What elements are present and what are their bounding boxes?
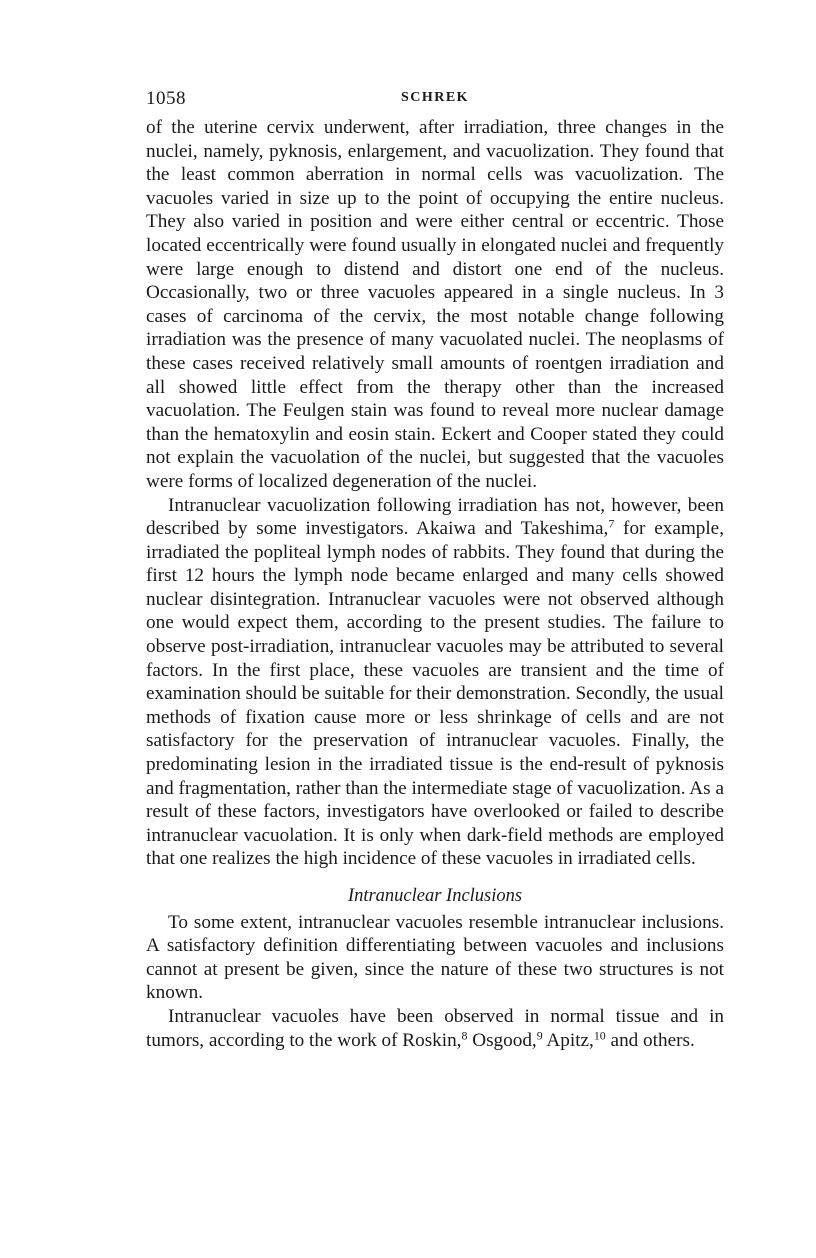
reference-superscript: 8 [461,1028,468,1043]
text-run: Osgood, [467,1029,537,1051]
paragraph [146,494,724,872]
paragraph: of the uterine cervix underwent, after irradiation, three changes in the nuclei, namely, pyknosis, enlargement, and vacuolization. They found that the least common aberration in normal cells was vacuolization. The vacuoles varied in size up to the point of occupying the entire nucleus. They also varied in position and were either central or eccentric. Those located eccentrically were found usually in elongated nuclei and frequently were large enough to distend and distort one end of the nucleus. Occasionally, two or three vacuoles appeared in a single nucleus. In 3 cases of carcinoma of the cervix, the most notable change following irradiation was the presence of many vacuolated nuclei. The neoplasms of these cases received relatively small amounts of roentgen irradiation and all showed little effect from the therapy other than the increased vacuolation. The Feulgen stain was found to reveal more nuclear damage than the hematoxylin and eosin stain. Eckert and Cooper stated they could not explain the vacuolation of the nuclei, but suggested that the vacuoles were forms of localized degeneration of the nuclei. [146,117,724,492]
text-run: Intranuclear vacuolization following irradiation has not, however, been described by some investigators. Akaiwa and Takeshima, [146,494,724,540]
running-head [146,88,724,116]
page [146,88,724,1052]
reference-superscript: 9 [536,1028,543,1043]
paragraph: To some extent, intranuclear vacuoles resemble intranuclear inclusions. A satisfactory definition differentiating between vacuoles and inclusions cannot at present be given, since the nature of these two structures is not known. [146,911,724,1004]
text-run: Apitz, [542,1029,594,1051]
section-heading: Intranuclear Inclusions [347,886,523,906]
text-run: for example, irradiated the popliteal lymph nodes of rabbits. They found that during the first 12 hours the lymph node became enlarged and many cells showed nuclear disintegration. Intranuclear vacuoles were not observed although one would expect them, according to the present studies. The failure to observe post-irradiation, intranuclear vacuoles may be attributed to several factors. In the first place, these vacuoles are transient and the time of examination should be suitable for their demonstration. Secondly, the usual methods of fixation cause more or less shrinkage of cells and are not satisfactory for the preservation of intranuclear vacuoles. Finally, the predominating lesion in the irradiated tissue is the end-result of pyknosis and fragmentation, rather than the intermediate stage of vacuolization. As a result of these factors, investigators have overlooked or failed to describe intranuclear vacuolation. It is only when dark-field methods are employed that one realizes the high incidence of these vacuoles in irradiated cells. [146,518,724,870]
body-text [146,116,724,1052]
reference-superscript: 7 [608,516,615,531]
text-run: and others. [605,1029,695,1051]
text-run: Intranuclear vacuoles have been observed in normal tissue and in tumors, according to the work of Roskin, [146,1005,724,1051]
page-number: 1058 [146,88,186,109]
running-title: SCHREK [400,90,470,105]
paragraph [146,1005,724,1052]
reference-superscript: 10 [593,1028,606,1043]
